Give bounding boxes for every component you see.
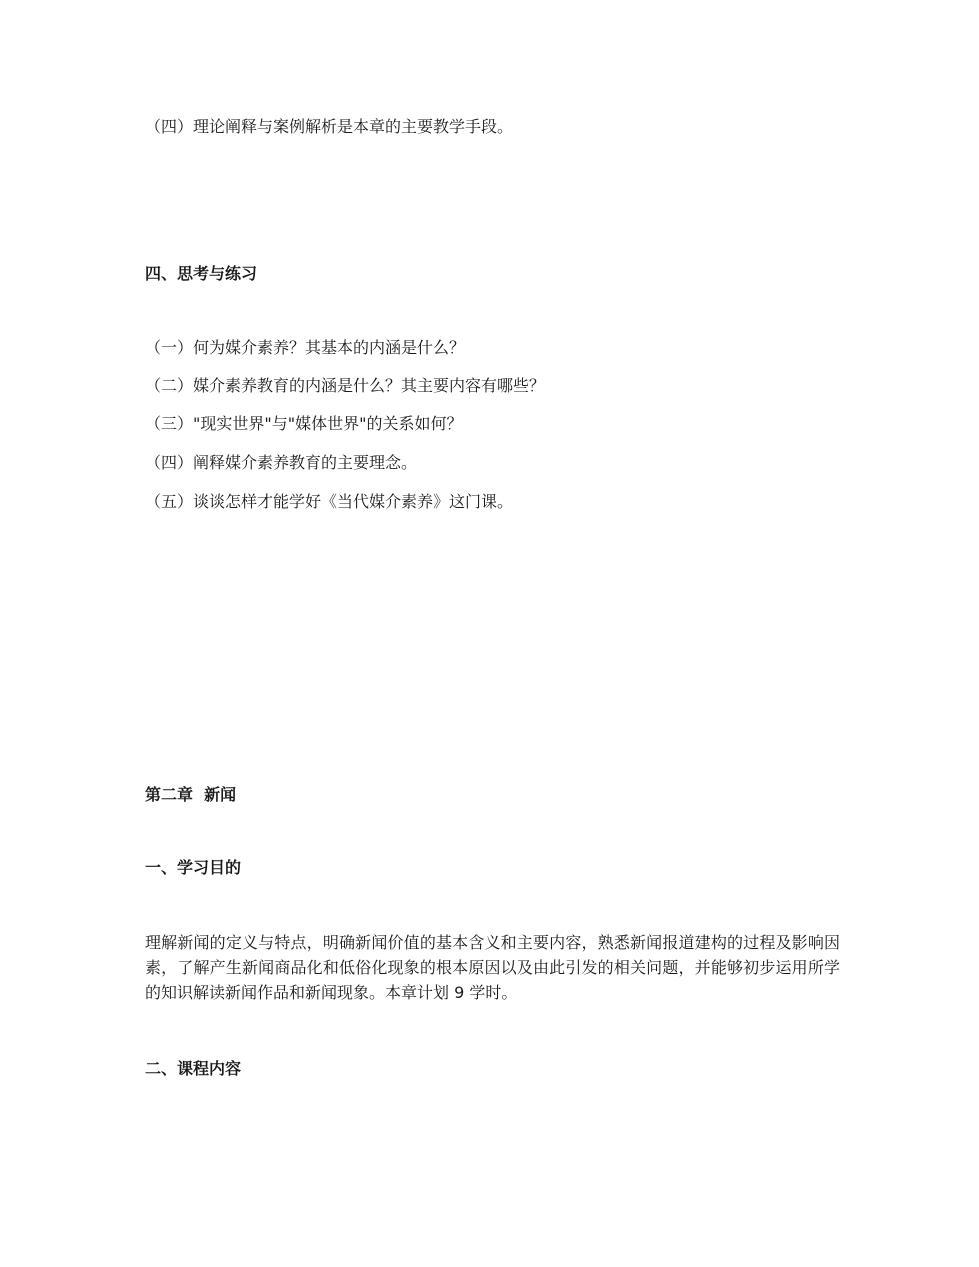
section-heading-course-content: 二、课程内容 (145, 1059, 242, 1078)
exercise-question-4: （四）阐释媒介素养教育的主要理念。 (145, 453, 418, 472)
exercise-question-5: （五）谈谈怎样才能学好《当代媒介素养》这门课。 (145, 492, 514, 511)
section-heading-objectives: 一、学习目的 (145, 858, 242, 877)
teaching-method-line: （四）理论阐释与案例解析是本章的主要教学手段。 (145, 117, 514, 136)
section-heading-exercises: 四、思考与练习 (145, 264, 258, 283)
objectives-paragraph: 理解新闻的定义与特点，明确新闻价值的基本含义和主要内容，熟悉新闻报道建构的过程及影响因素，了解产生新闻商品化和低俗化现象的根本原因以及由此引发的相关问题，并能够初步运用所学的知识解读新闻作品和新闻现象。本章计划 9 学时。 (145, 933, 840, 1002)
exercise-question-3: （三）"现实世界"与"媒体世界"的关系如何？ (145, 414, 463, 433)
exercise-question-1: （一）何为媒介素养？其基本的内涵是什么？ (145, 338, 466, 357)
exercise-question-2: （二）媒介素养教育的内涵是什么？其主要内容有哪些？ (145, 376, 546, 395)
chapter-title: 第二章 新闻 (145, 785, 237, 804)
